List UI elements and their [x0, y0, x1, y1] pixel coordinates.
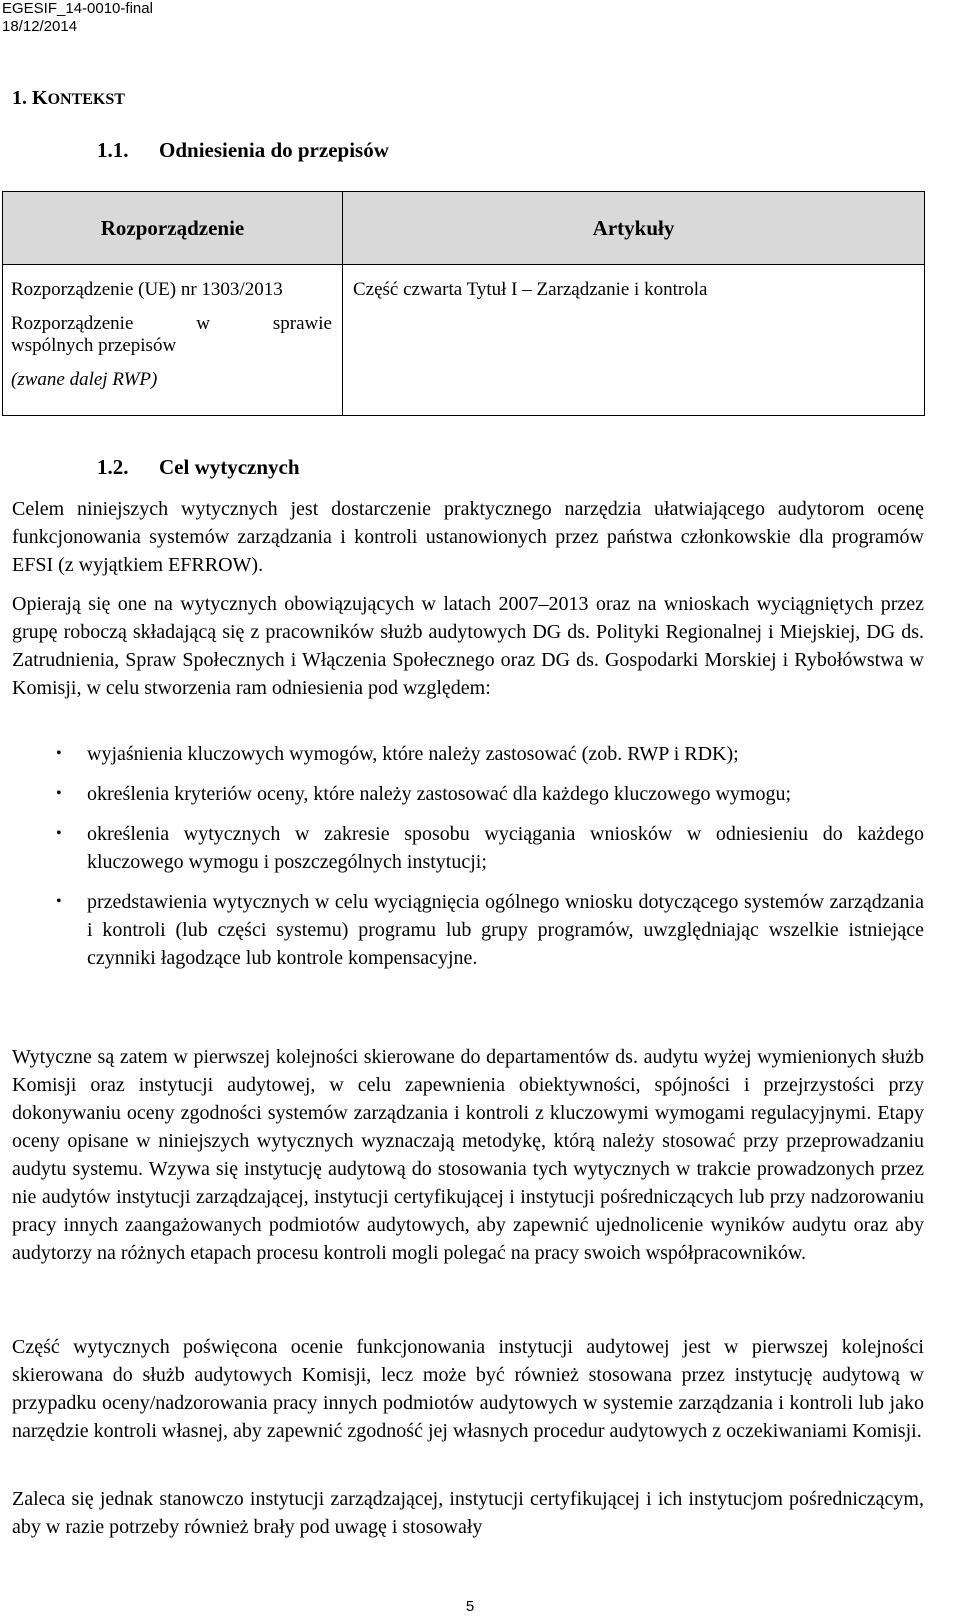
page-number: 5	[465, 1598, 475, 1615]
bullet-icon: •	[56, 785, 62, 802]
subsection-title: Odniesienia do przepisów	[159, 138, 389, 162]
paragraph-text: Zaleca się jednak stanowczo instytucji zarządzającej, instytucji certyfikującej i ich instytucjom pośredniczącym, aby w razie potrzeby również brały pod uwagę i stosowały	[12, 1488, 924, 1538]
word: Rozporządzenie	[11, 313, 134, 334]
paragraph-text: Opierają się one na wytycznych obowiązujących w latach 2007–2013 oraz na wnioskach wyciągniętych przez grupę roboczą składającą się z pracowników służb audytowych DG ds. Polityki Regionalnej i Miejskiej, DG ds. Zatrudnienia, Spraw Społecznych i Włączenia Społecznego oraz DG ds. Gospodarki Morskiej i Rybołówstwa w Komisji, w celu stworzenia ram odniesienia pod względem:	[12, 593, 924, 699]
section-number: 1.	[12, 87, 27, 109]
table-cell-articles: Część czwarta Tytuł I – Zarządzanie i kontrola	[343, 265, 925, 416]
table-header-row	[3, 192, 925, 265]
paragraph	[12, 495, 924, 579]
list-item-text: określenia kryteriów oceny, które należy zastosować dla każdego kluczowego wymogu;	[87, 783, 792, 805]
section-heading-1	[12, 87, 125, 110]
bullet-icon: •	[56, 745, 62, 762]
paragraph	[12, 1043, 924, 1267]
table-row	[3, 265, 925, 416]
document-header	[2, 0, 153, 36]
bullet-list	[12, 740, 924, 984]
list-item	[12, 820, 924, 876]
subsection-number: 1.1.	[97, 138, 129, 162]
paragraph	[12, 1485, 924, 1541]
subsection-number: 1.2.	[97, 455, 129, 479]
paragraph-text: Celem niniejszych wytycznych jest dostarczenie praktycznego narzędzia ułatwiającego audytorom ocenę funkcjonowania systemów zarządzania i kontroli ustanowionych przez państwa członkowskie dla programów EFSI (z wyjątkiem EFRROW).	[12, 498, 924, 576]
bullet-icon: •	[56, 825, 62, 842]
word: w	[196, 313, 211, 334]
section-heading-1-1	[97, 138, 389, 163]
list-item	[12, 740, 924, 768]
list-item-text: określenia wytycznych w zakresie sposobu wyciągania wniosków w odniesieniu do każdego kluczowego wymogu i poszczególnych instytucji;	[87, 823, 924, 873]
list-item	[12, 780, 924, 808]
document-id: EGESIF_14-0010-final	[2, 0, 153, 17]
section-title-rest: ONTEKST	[47, 91, 125, 108]
table-header-articles: Artykuły	[343, 192, 925, 265]
regulation-description-line-2: wspólnych przepisów	[11, 335, 177, 356]
list-item-text: przedstawienia wytycznych w celu wyciągnięcia ogólnego wniosku dotyczącego systemów zarządzania i kontroli (lub części systemu) programu lub grupy programów, uwzględniając wszelkie istniejące czynniki łagodzące lub kontrole kompensacyjne.	[87, 891, 924, 969]
regulation-description-line	[11, 313, 332, 335]
paragraph-text: Wytyczne są zatem w pierwszej kolejności skierowane do departamentów ds. audytu wyżej wymienionych służb Komisji oraz instytucji audytowej, w celu zapewnienia obiektywności, spójności i przejrzystości przy dokonywaniu oceny zgodności systemów zarządzania i kontroli z kluczowymi wymogami regulacyjnymi. Etapy oceny opisane w niniejszych wytycznych wyznaczają metodykę, którą należy stosować przy przeprowadzaniu audytu systemu. Wzywa się instytucję audytową do stosowania tych wytycznych w trakcie prowadzonych przez nie audytów instytucji zarządzającej, instytucji certyfikującej i instytucji pośredniczących lub przy nadzorowaniu pracy innych zaangażowanych podmiotów audytowych, aby zapewnić ujednolicenie wyników audytu oraz aby audytorzy na różnych etapach procesu kontroli mogli polegać na pracy swoich współpracowników.	[12, 1046, 924, 1264]
paragraph-text: Część wytycznych poświęcona ocenie funkcjonowania instytucji audytowej jest w pierwszej kolejności skierowana do służb audytowych Komisji, lecz może być również stosowana przez instytucję audytową w przypadku oceny/nadzorowania pracy innych podmiotów audytowych w systemie zarządzania i kontroli lub jako narzędzie kontroli własnej, aby zapewnić zgodność jej własnych procedur audytowych z oczekiwaniami Komisji.	[12, 1336, 924, 1442]
section-title-initial: K	[32, 87, 48, 109]
bullet-icon: •	[56, 893, 62, 910]
list-item-text: wyjaśnienia kluczowych wymogów, które należy zastosować (zob. RWP i RDK);	[87, 743, 739, 765]
subsection-title: Cel wytycznych	[159, 455, 300, 479]
document-date: 18/12/2014	[2, 18, 78, 35]
list-item	[12, 888, 924, 972]
paragraph	[12, 590, 924, 702]
section-heading-1-2	[97, 455, 300, 480]
table-cell-regulation	[3, 265, 343, 416]
word: sprawie	[272, 313, 332, 334]
regulation-alias: (zwane dalej RWP)	[11, 369, 158, 390]
regulations-table	[2, 191, 925, 416]
regulation-name: Rozporządzenie (UE) nr 1303/2013	[11, 279, 283, 300]
paragraph	[12, 1333, 924, 1445]
table-header-regulation: Rozporządzenie	[3, 192, 343, 265]
